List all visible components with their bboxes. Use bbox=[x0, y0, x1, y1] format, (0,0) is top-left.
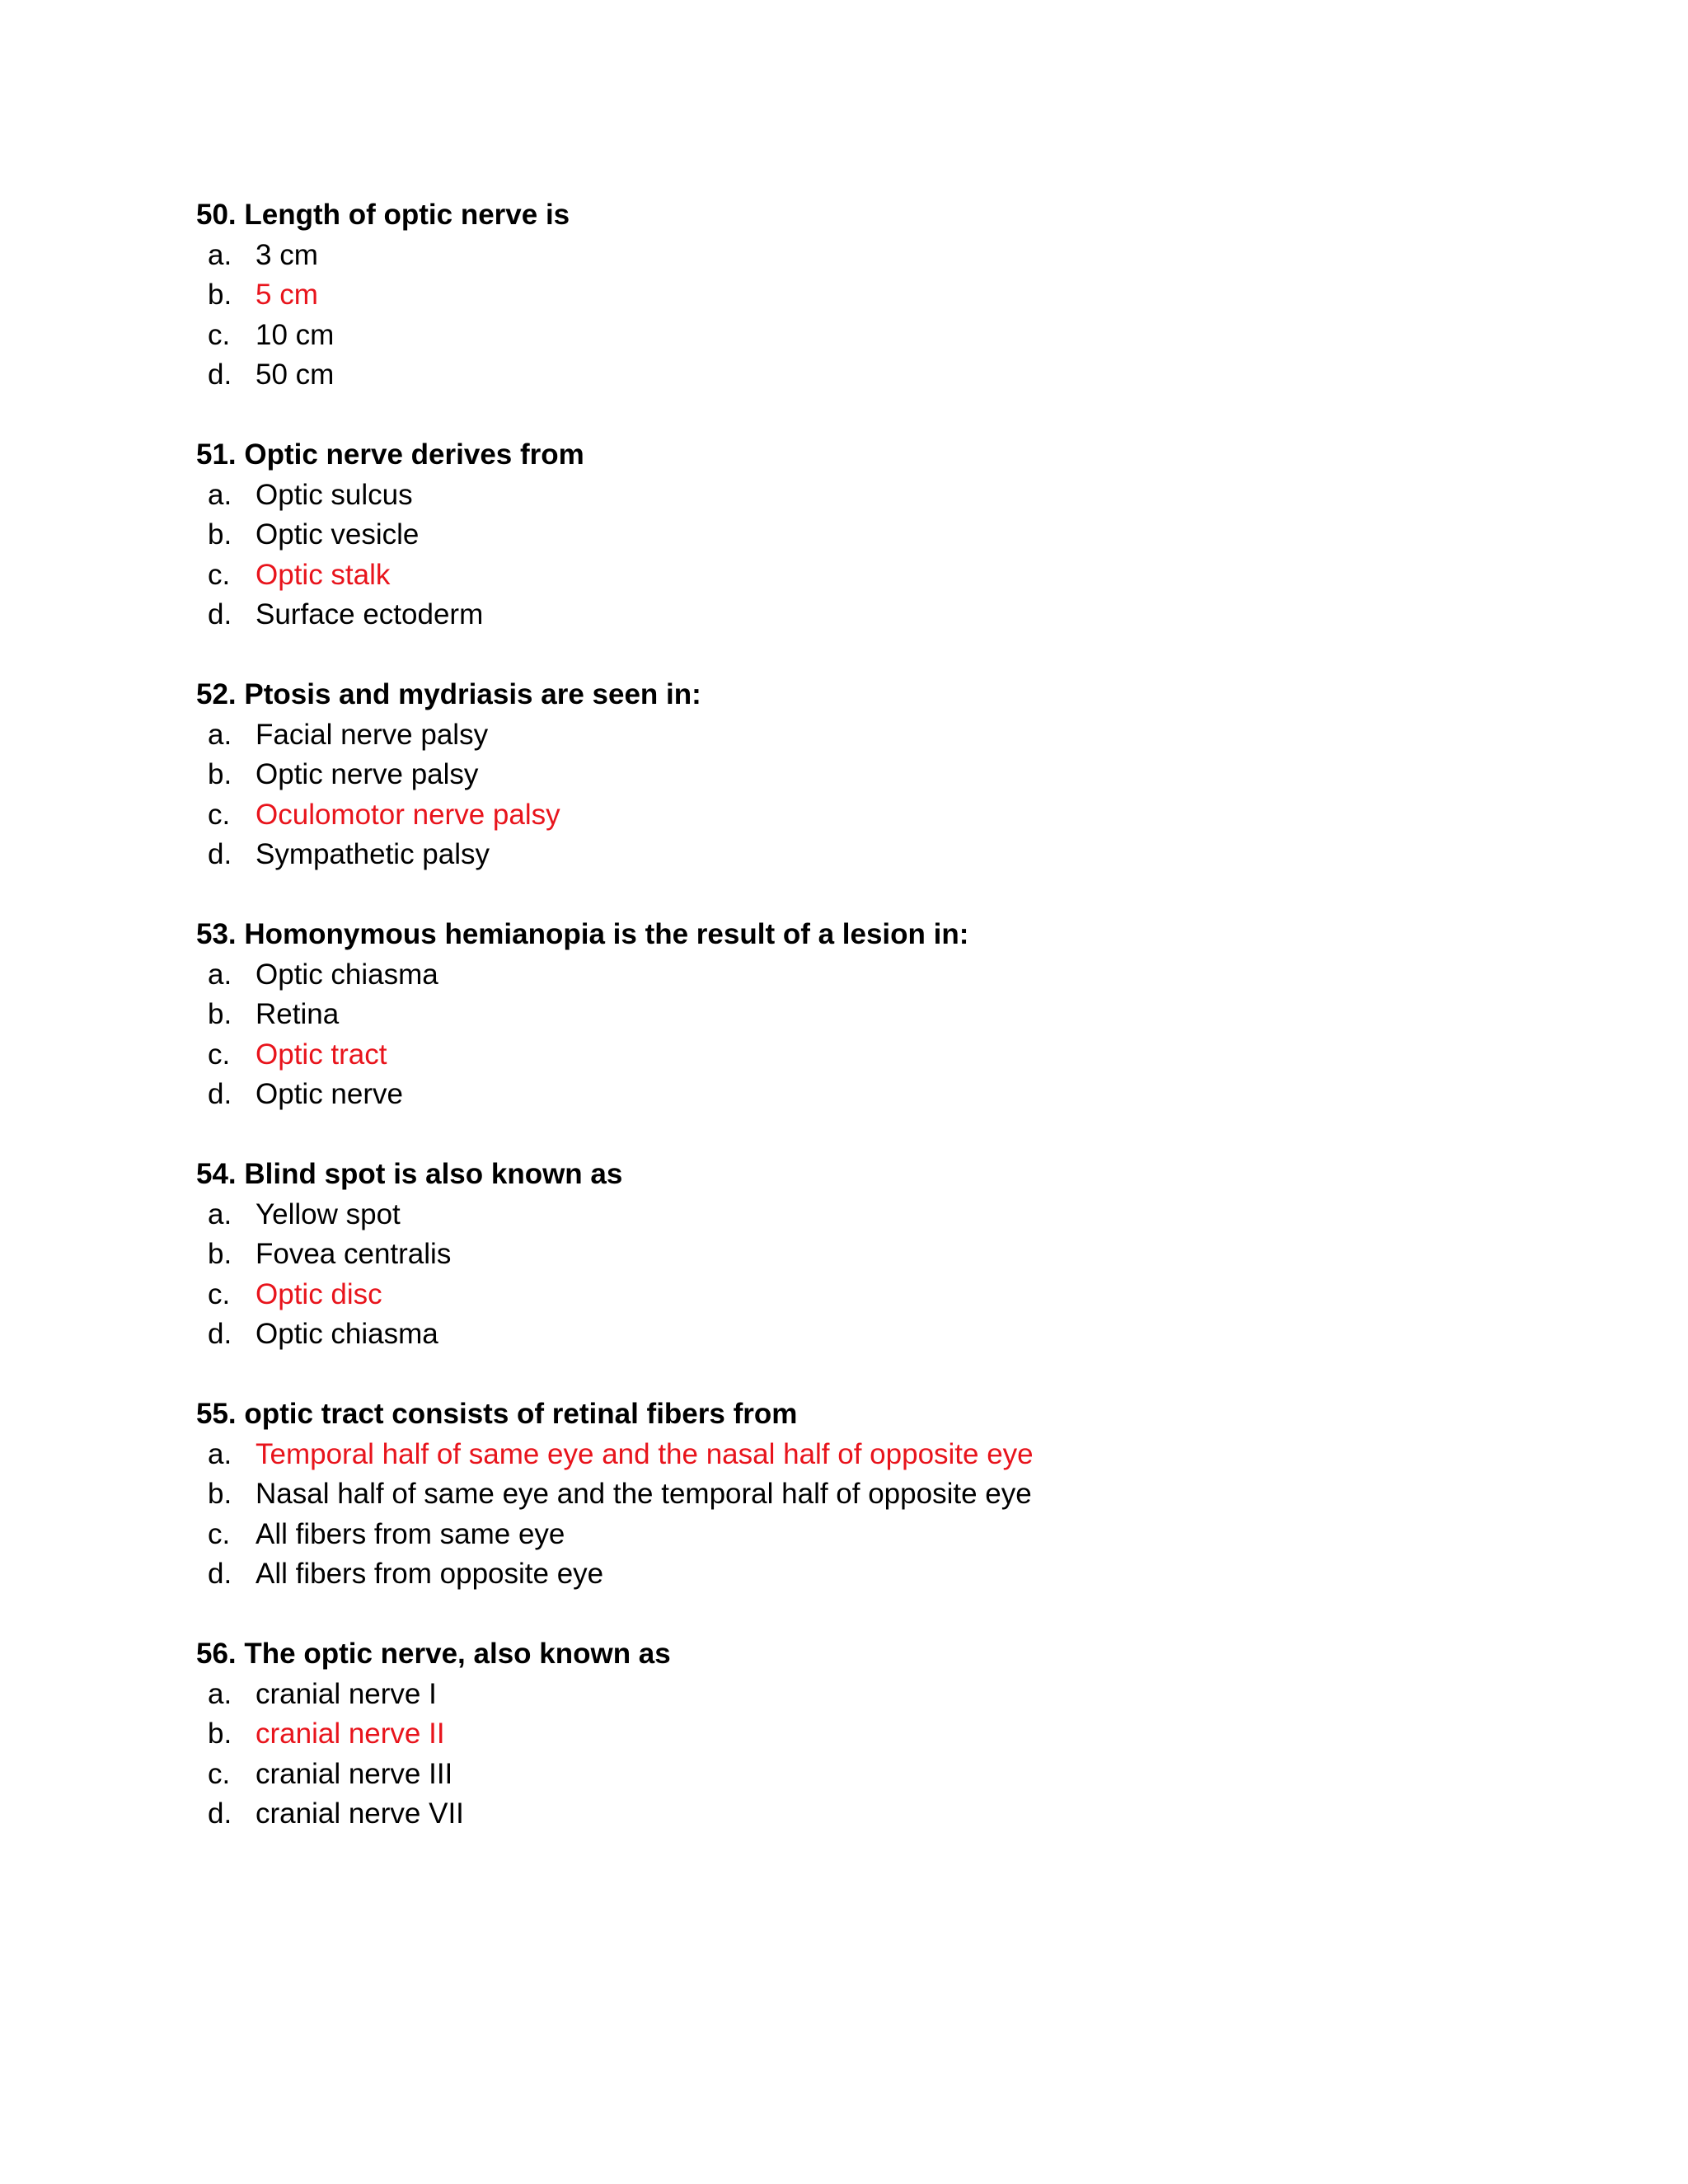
option-letter: a. bbox=[208, 1437, 232, 1470]
option-text: 5 cm bbox=[256, 279, 318, 311]
option-text: 3 cm bbox=[256, 238, 318, 271]
question-title: 51. Optic nerve derives from bbox=[196, 438, 584, 471]
answer-option-correct bbox=[196, 1435, 1515, 1475]
option-letter: b. bbox=[208, 1238, 232, 1270]
option-letter: b. bbox=[208, 1718, 232, 1750]
question-block bbox=[196, 1634, 1515, 1835]
option-text: Retina bbox=[256, 998, 340, 1030]
option-letter: b. bbox=[208, 1478, 232, 1510]
answer-option-correct bbox=[196, 1275, 1515, 1315]
answer-option bbox=[196, 1755, 1515, 1795]
option-letter: d. bbox=[208, 1797, 232, 1830]
option-letter: c. bbox=[208, 558, 231, 591]
answer-option bbox=[196, 1675, 1515, 1715]
answer-option bbox=[196, 355, 1515, 396]
question-block bbox=[196, 1155, 1515, 1355]
option-text: All fibers from opposite eye bbox=[256, 1558, 604, 1590]
option-letter: b. bbox=[208, 998, 232, 1030]
answer-option bbox=[196, 955, 1515, 996]
question-list bbox=[196, 195, 1515, 1874]
answer-option bbox=[196, 1315, 1515, 1355]
answer-option bbox=[196, 1235, 1515, 1275]
option-letter: c. bbox=[208, 318, 231, 351]
option-letter: c. bbox=[208, 1517, 231, 1550]
answer-option bbox=[196, 236, 1515, 276]
option-text: 50 cm bbox=[256, 359, 335, 391]
option-letter: a. bbox=[208, 1677, 232, 1710]
option-text: Facial nerve palsy bbox=[256, 718, 489, 751]
option-text: Optic sulcus bbox=[256, 478, 413, 511]
option-letter: b. bbox=[208, 518, 232, 551]
option-text: Yellow spot bbox=[256, 1197, 401, 1230]
answer-option-correct bbox=[196, 1714, 1515, 1755]
answer-option bbox=[196, 476, 1515, 516]
option-letter: d. bbox=[208, 1078, 232, 1110]
answer-option bbox=[196, 715, 1515, 756]
question-title: 56. The optic nerve, also known as bbox=[196, 1638, 671, 1670]
question-title: 54. Blind spot is also known as bbox=[196, 1158, 623, 1190]
answer-option bbox=[196, 1195, 1515, 1235]
option-letter: c. bbox=[208, 1757, 231, 1790]
option-letter: d. bbox=[208, 1558, 232, 1590]
question-block bbox=[196, 195, 1515, 396]
answer-option bbox=[196, 595, 1515, 635]
answer-option-correct bbox=[196, 1035, 1515, 1076]
option-text: All fibers from same eye bbox=[256, 1517, 565, 1550]
option-text: 10 cm bbox=[256, 318, 335, 351]
answer-option-correct bbox=[196, 555, 1515, 596]
answer-option bbox=[196, 1474, 1515, 1515]
question-block bbox=[196, 675, 1515, 875]
option-text: cranial nerve II bbox=[256, 1718, 445, 1750]
question-title: 50. Length of optic nerve is bbox=[196, 199, 570, 231]
option-text: Fovea centralis bbox=[256, 1238, 452, 1270]
answer-option bbox=[196, 1075, 1515, 1115]
option-text: Optic vesicle bbox=[256, 518, 420, 551]
answer-option bbox=[196, 316, 1515, 356]
option-letter: a. bbox=[208, 478, 232, 511]
answer-option bbox=[196, 1515, 1515, 1555]
option-text: Optic stalk bbox=[256, 558, 391, 591]
option-text: cranial nerve VII bbox=[256, 1797, 464, 1830]
question-title: 52. Ptosis and mydriasis are seen in: bbox=[196, 678, 701, 710]
option-text: Optic nerve bbox=[256, 1078, 403, 1110]
answer-option bbox=[196, 1794, 1515, 1835]
option-letter: c. bbox=[208, 1277, 231, 1310]
option-text: Surface ectoderm bbox=[256, 598, 484, 630]
option-text: Optic chiasma bbox=[256, 1318, 438, 1350]
option-letter: a. bbox=[208, 718, 232, 751]
option-text: Sympathetic palsy bbox=[256, 838, 490, 870]
answer-option bbox=[196, 835, 1515, 875]
option-letter: a. bbox=[208, 1197, 232, 1230]
question-block bbox=[196, 1394, 1515, 1595]
question-block bbox=[196, 915, 1515, 1115]
option-text: Optic chiasma bbox=[256, 958, 438, 991]
answer-option bbox=[196, 995, 1515, 1035]
option-letter: b. bbox=[208, 279, 232, 311]
answer-option-correct bbox=[196, 795, 1515, 836]
option-letter: d. bbox=[208, 1318, 232, 1350]
option-text: Optic nerve palsy bbox=[256, 758, 479, 790]
answer-option bbox=[196, 515, 1515, 555]
option-text: Nasal half of same eye and the temporal half of opposite eye bbox=[256, 1478, 1032, 1510]
option-letter: a. bbox=[208, 238, 232, 271]
option-letter: c. bbox=[208, 1038, 231, 1071]
option-letter: d. bbox=[208, 359, 232, 391]
option-text: Optic disc bbox=[256, 1277, 382, 1310]
answer-option bbox=[196, 755, 1515, 795]
answer-option bbox=[196, 1554, 1515, 1595]
option-text: Oculomotor nerve palsy bbox=[256, 798, 560, 831]
answer-option-correct bbox=[196, 275, 1515, 316]
option-letter: d. bbox=[208, 838, 232, 870]
option-letter: d. bbox=[208, 598, 232, 630]
question-title: 53. Homonymous hemianopia is the result of a lesion in: bbox=[196, 918, 969, 950]
option-text: Temporal half of same eye and the nasal half of opposite eye bbox=[256, 1437, 1034, 1470]
option-letter: a. bbox=[208, 958, 232, 991]
option-text: Optic tract bbox=[256, 1038, 387, 1071]
option-letter: b. bbox=[208, 758, 232, 790]
question-title: 55. optic tract consists of retinal fibers from bbox=[196, 1398, 798, 1430]
option-letter: c. bbox=[208, 798, 231, 831]
question-block bbox=[196, 435, 1515, 635]
option-text: cranial nerve I bbox=[256, 1677, 437, 1710]
option-text: cranial nerve III bbox=[256, 1757, 453, 1790]
